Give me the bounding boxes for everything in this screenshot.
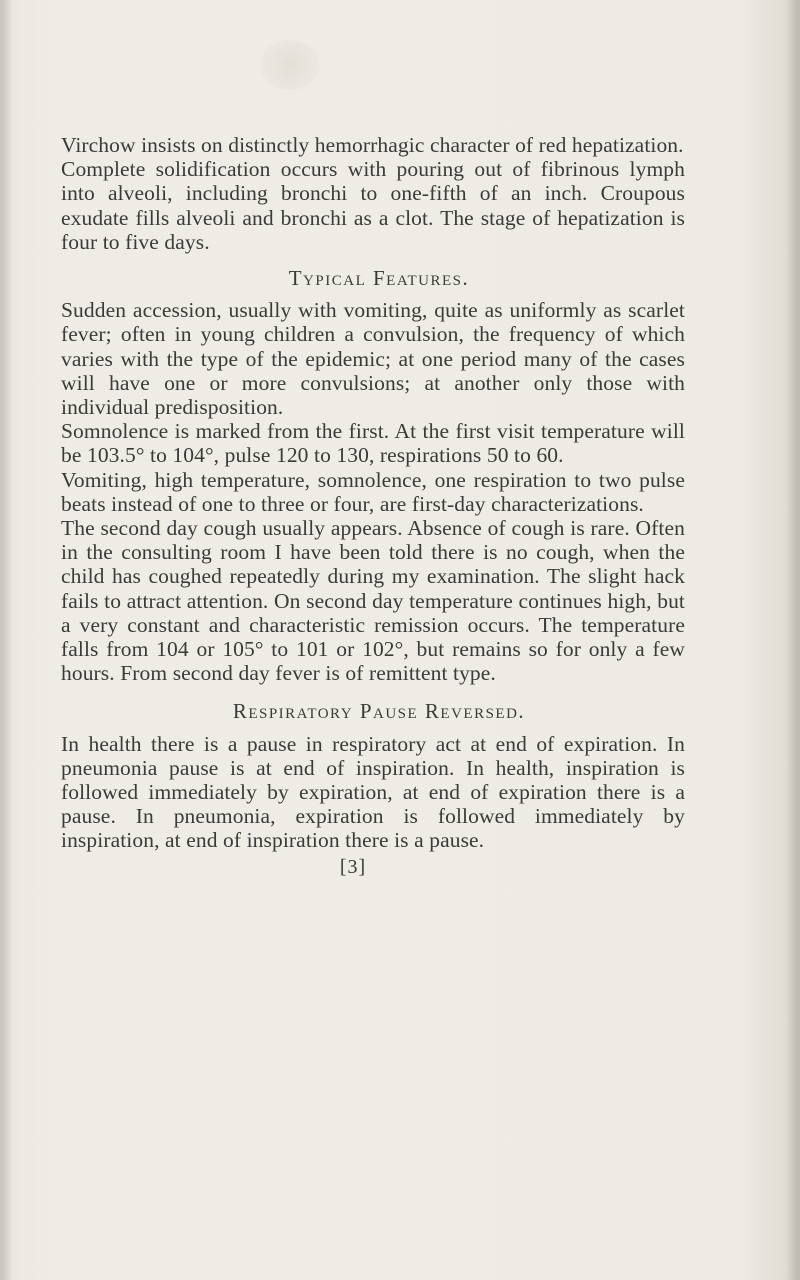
page-left-edge bbox=[0, 0, 12, 1280]
paragraph-somnolence: Somnolence is marked from the first. At the first visit temperature will be 103.5° to 104°, pulse 120 to 130, respirations 50 to 60. bbox=[61, 419, 685, 468]
paper-stain bbox=[260, 40, 320, 90]
page-number: [3] bbox=[339, 855, 367, 878]
page-right-edge bbox=[786, 0, 800, 1280]
paragraph-sudden-accession: Sudden accession, usually with vomiting, quite as uniformly as scarlet fever; often in young children a convulsion, the frequency of which varies with the type of the epidemic; at one period many of the cases will have one or more convulsions; at another only those with individual predisposition. bbox=[61, 298, 685, 420]
paragraph-health-pause: In health there is a pause in respiratory act at end of expiration. In pneumonia pause is at end of inspiration. In health, inspiration is followed immediately by expiration, at end of expiration there is a pause. In pneumonia, expiration is followed immediately by inspiration, at end of inspiration there is a pause. bbox=[61, 731, 685, 853]
page-text-block bbox=[61, 133, 685, 899]
paragraph-vomiting: Vomiting, high temperature, somnolence, one respiration to two pulse beats instead of one to three or four, are first-day characterizations. bbox=[61, 467, 685, 516]
heading-typical-features: Typical Features. bbox=[288, 266, 470, 291]
heading-respiratory-pause: Respiratory Pause Reversed. bbox=[232, 699, 526, 724]
paragraph-virchow: Virchow insists on distinctly hemorrhagic character of red hepatization. bbox=[61, 133, 684, 157]
paragraph-solidification: Complete solidification occurs with pouring out of fibrinous lymph into alveoli, including bronchi to one-fifth of an inch. Croupous exudate fills alveoli and bronchi as a clot. The stage of hepatization is four to five days. bbox=[61, 157, 685, 254]
paragraph-second-day: The second day cough usually appears. Absence of cough is rare. Often in the consulting room I have been told there is no cough, when the child has coughed repeatedly during my examination. The slight hack fails to attract attention. On second day temperature continues high, but a very constant and characteristic remission occurs. The temperature falls from 104 or 105° to 101 or 102°, but remains so for only a few hours. From second day fever is of remittent type. bbox=[61, 516, 685, 686]
